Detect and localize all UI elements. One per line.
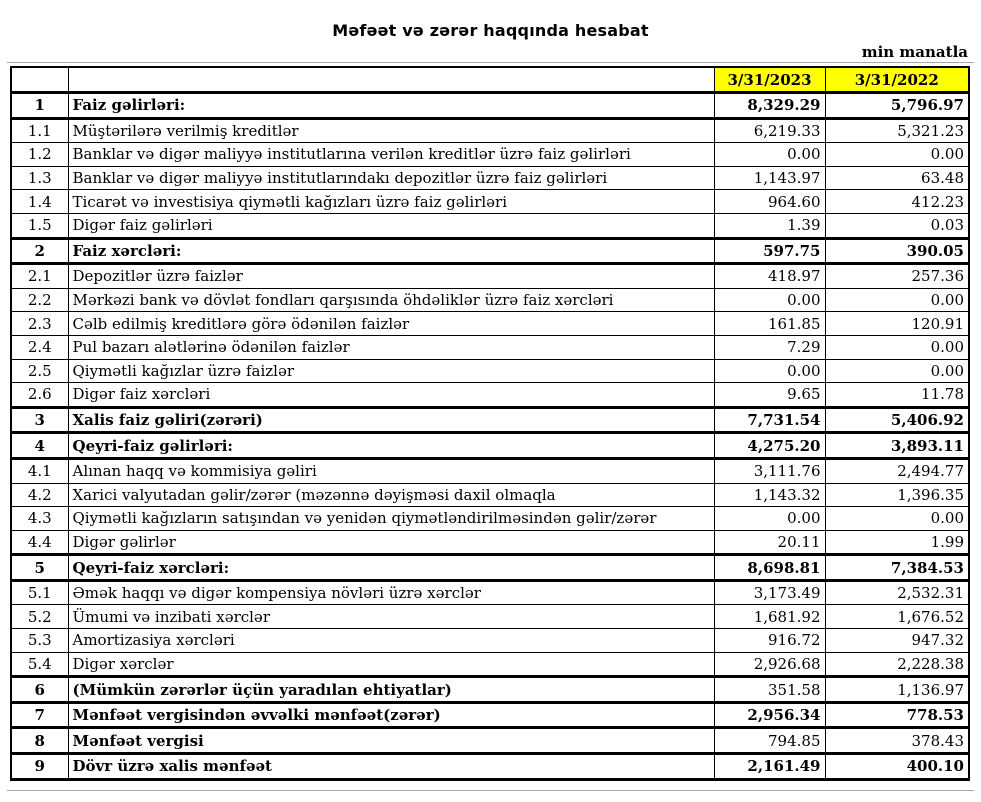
value-2022-cell: 1,136.97 bbox=[825, 677, 969, 703]
table-row bbox=[11, 93, 969, 119]
row-label-cell: Dövr üzrə xalis mənfəət bbox=[68, 754, 714, 780]
row-number-cell: 1.5 bbox=[11, 213, 68, 238]
value-2023-cell: 9.65 bbox=[714, 383, 825, 408]
value-2022-cell: 1.99 bbox=[825, 530, 969, 555]
units-label: min manatla bbox=[861, 43, 968, 61]
table-row bbox=[11, 288, 969, 312]
row-number-cell: 5.2 bbox=[11, 605, 68, 629]
value-2023-cell: 916.72 bbox=[714, 629, 825, 653]
value-2023-cell: 2,161.49 bbox=[714, 754, 825, 780]
row-label-cell: (Mümkün zərərlər üçün yaradılan ehtiyatlar) bbox=[68, 677, 714, 703]
row-label-cell: Ümumi və inzibati xərclər bbox=[68, 605, 714, 629]
value-2023-cell: 20.11 bbox=[714, 530, 825, 555]
table-row bbox=[11, 166, 969, 190]
table-row bbox=[11, 652, 969, 677]
table-row bbox=[11, 677, 969, 703]
value-2023-cell: 1,143.32 bbox=[714, 483, 825, 507]
value-2022-cell: 3,893.11 bbox=[825, 433, 969, 459]
row-number-cell: 5.3 bbox=[11, 629, 68, 653]
table-row bbox=[11, 605, 969, 629]
row-label-cell: Alınan haqq və kommisiya gəliri bbox=[68, 458, 714, 483]
value-2022-cell: 5,321.23 bbox=[825, 118, 969, 143]
value-2023-cell: 2,926.68 bbox=[714, 652, 825, 677]
row-label-cell: Xalis faiz gəliri(zərəri) bbox=[68, 407, 714, 433]
row-label-cell: Qiymətli kağızların satışından və yenidən qiymətləndirilməsindən gəlir/zərər bbox=[68, 507, 714, 531]
value-2022-cell: 0.00 bbox=[825, 359, 969, 383]
value-2023-cell: 3,111.76 bbox=[714, 458, 825, 483]
value-2022-cell: 778.53 bbox=[825, 702, 969, 728]
row-number-cell: 7 bbox=[11, 702, 68, 728]
value-2022-cell: 0.00 bbox=[825, 335, 969, 359]
row-label-cell: Pul bazarı alətlərinə ödənilən faizlər bbox=[68, 335, 714, 359]
value-2022-cell: 11.78 bbox=[825, 383, 969, 408]
table-row bbox=[11, 555, 969, 581]
table-row bbox=[11, 530, 969, 555]
row-label-cell: Qiymətli kağızlar üzrə faizlər bbox=[68, 359, 714, 383]
row-number-cell: 4.1 bbox=[11, 458, 68, 483]
row-number-cell: 1.1 bbox=[11, 118, 68, 143]
row-number-cell: 1 bbox=[11, 93, 68, 119]
table-row bbox=[11, 580, 969, 605]
value-2022-cell: 412.23 bbox=[825, 190, 969, 214]
value-2022-cell: 257.36 bbox=[825, 264, 969, 289]
value-2023-cell: 0.00 bbox=[714, 359, 825, 383]
value-2022-cell: 1,676.52 bbox=[825, 605, 969, 629]
table-row bbox=[11, 143, 969, 167]
value-2023-cell: 7.29 bbox=[714, 335, 825, 359]
value-2022-cell: 120.91 bbox=[825, 312, 969, 336]
value-2022-cell: 1,396.35 bbox=[825, 483, 969, 507]
row-label-cell: Xarici valyutadan gəlir/zərər (məzənnə dəyişməsi daxil olmaqla bbox=[68, 483, 714, 507]
value-2023-cell: 418.97 bbox=[714, 264, 825, 289]
table-row bbox=[11, 213, 969, 238]
row-label-cell: Qeyri-faiz xərcləri: bbox=[68, 555, 714, 581]
value-2022-cell: 5,406.92 bbox=[825, 407, 969, 433]
row-number-cell: 6 bbox=[11, 677, 68, 703]
row-number-cell: 2.6 bbox=[11, 383, 68, 408]
value-2022-cell: 2,532.31 bbox=[825, 580, 969, 605]
row-number-cell: 2.5 bbox=[11, 359, 68, 383]
income-statement-table bbox=[10, 66, 970, 781]
value-2023-cell: 3,173.49 bbox=[714, 580, 825, 605]
value-2022-cell: 390.05 bbox=[825, 238, 969, 264]
row-label-cell: Faiz xərcləri: bbox=[68, 238, 714, 264]
row-number-cell: 1.3 bbox=[11, 166, 68, 190]
row-label-cell: Ticarət və investisiya qiymətli kağızları üzrə faiz gəlirləri bbox=[68, 190, 714, 214]
table-row bbox=[11, 190, 969, 214]
value-2023-cell: 1,143.97 bbox=[714, 166, 825, 190]
row-number-cell: 8 bbox=[11, 728, 68, 754]
value-2023-cell: 2,956.34 bbox=[714, 702, 825, 728]
table-row bbox=[11, 728, 969, 754]
value-2023-cell: 4,275.20 bbox=[714, 433, 825, 459]
report-title: Məfəət və zərər haqqında hesabat bbox=[332, 21, 649, 40]
row-label-cell: Banklar və digər maliyyə institutlarındakı depozitlər üzrə faiz gəlirləri bbox=[68, 166, 714, 190]
row-number-cell: 1.4 bbox=[11, 190, 68, 214]
value-2023-cell: 0.00 bbox=[714, 288, 825, 312]
table-row bbox=[11, 383, 969, 408]
table-row bbox=[11, 483, 969, 507]
row-number-cell: 5 bbox=[11, 555, 68, 581]
table-row bbox=[11, 118, 969, 143]
value-2023-cell: 8,698.81 bbox=[714, 555, 825, 581]
table-row bbox=[11, 407, 969, 433]
table-row bbox=[11, 458, 969, 483]
value-2022-cell: 0.03 bbox=[825, 213, 969, 238]
row-number-cell: 4.4 bbox=[11, 530, 68, 555]
row-label-cell: Digər faiz xərcləri bbox=[68, 383, 714, 408]
table-row bbox=[11, 238, 969, 264]
table-body bbox=[11, 93, 969, 780]
row-number-cell: 4.3 bbox=[11, 507, 68, 531]
value-2022-cell: 5,796.97 bbox=[825, 93, 969, 119]
row-label-cell: Digər faiz gəlirləri bbox=[68, 213, 714, 238]
row-number-cell: 9 bbox=[11, 754, 68, 780]
row-label-cell: Mənfəət vergisi bbox=[68, 728, 714, 754]
value-2023-cell: 7,731.54 bbox=[714, 407, 825, 433]
value-2022-cell: 947.32 bbox=[825, 629, 969, 653]
value-2023-cell: 1.39 bbox=[714, 213, 825, 238]
header-row bbox=[11, 67, 969, 93]
row-number-cell: 3 bbox=[11, 407, 68, 433]
value-2022-cell: 0.00 bbox=[825, 143, 969, 167]
table-row bbox=[11, 433, 969, 459]
value-2022-cell: 63.48 bbox=[825, 166, 969, 190]
table-row bbox=[11, 702, 969, 728]
row-label-cell: Cəlb edilmiş kreditlərə görə ödənilən faizlər bbox=[68, 312, 714, 336]
table-row bbox=[11, 754, 969, 780]
row-label-cell: Digər xərclər bbox=[68, 652, 714, 677]
row-number-cell: 4 bbox=[11, 433, 68, 459]
value-2022-cell: 0.00 bbox=[825, 507, 969, 531]
row-label-cell: Mənfəət vergisindən əvvəlki mənfəət(zərər) bbox=[68, 702, 714, 728]
row-number-cell: 5.4 bbox=[11, 652, 68, 677]
value-2023-cell: 6,219.33 bbox=[714, 118, 825, 143]
header-col-2023: 3/31/2023 bbox=[714, 67, 825, 93]
value-2022-cell: 0.00 bbox=[825, 288, 969, 312]
value-2023-cell: 0.00 bbox=[714, 143, 825, 167]
row-number-cell: 4.2 bbox=[11, 483, 68, 507]
row-label-cell: Qeyri-faiz gəlirləri: bbox=[68, 433, 714, 459]
row-label-cell: Banklar və digər maliyyə institutlarına verilən kreditlər üzrə faiz gəlirləri bbox=[68, 143, 714, 167]
table-row bbox=[11, 335, 969, 359]
row-number-cell: 1.2 bbox=[11, 143, 68, 167]
row-number-cell: 2 bbox=[11, 238, 68, 264]
value-2022-cell: 2,494.77 bbox=[825, 458, 969, 483]
value-2023-cell: 1,681.92 bbox=[714, 605, 825, 629]
table-row bbox=[11, 312, 969, 336]
header-col-2022: 3/31/2022 bbox=[825, 67, 969, 93]
value-2023-cell: 8,329.29 bbox=[714, 93, 825, 119]
value-2023-cell: 794.85 bbox=[714, 728, 825, 754]
value-2022-cell: 400.10 bbox=[825, 754, 969, 780]
value-2023-cell: 351.58 bbox=[714, 677, 825, 703]
header-empty-number-cell bbox=[11, 67, 68, 93]
row-number-cell: 2.1 bbox=[11, 264, 68, 289]
row-number-cell: 2.3 bbox=[11, 312, 68, 336]
row-label-cell: Müştərilərə verilmiş kreditlər bbox=[68, 118, 714, 143]
value-2023-cell: 964.60 bbox=[714, 190, 825, 214]
row-number-cell: 5.1 bbox=[11, 580, 68, 605]
row-label-cell: Amortizasiya xərcləri bbox=[68, 629, 714, 653]
value-2023-cell: 0.00 bbox=[714, 507, 825, 531]
row-label-cell: Depozitlər üzrə faizlər bbox=[68, 264, 714, 289]
row-number-cell: 2.2 bbox=[11, 288, 68, 312]
value-2023-cell: 597.75 bbox=[714, 238, 825, 264]
row-number-cell: 2.4 bbox=[11, 335, 68, 359]
table-row bbox=[11, 507, 969, 531]
value-2022-cell: 2,228.38 bbox=[825, 652, 969, 677]
table-row bbox=[11, 629, 969, 653]
value-2022-cell: 7,384.53 bbox=[825, 555, 969, 581]
row-label-cell: Faiz gəlirləri: bbox=[68, 93, 714, 119]
value-2022-cell: 378.43 bbox=[825, 728, 969, 754]
table-row bbox=[11, 264, 969, 289]
table-row bbox=[11, 359, 969, 383]
value-2023-cell: 161.85 bbox=[714, 312, 825, 336]
row-label-cell: Əmək haqqı və digər kompensiya növləri üzrə xərclər bbox=[68, 580, 714, 605]
page-break-line-top bbox=[7, 62, 974, 63]
row-label-cell: Digər gəlirlər bbox=[68, 530, 714, 555]
header-empty-label-cell bbox=[68, 67, 714, 93]
row-label-cell: Mərkəzi bank və dövlət fondları qarşısında öhdəliklər üzrə faiz xərcləri bbox=[68, 288, 714, 312]
page-break-line-bottom bbox=[7, 790, 974, 791]
